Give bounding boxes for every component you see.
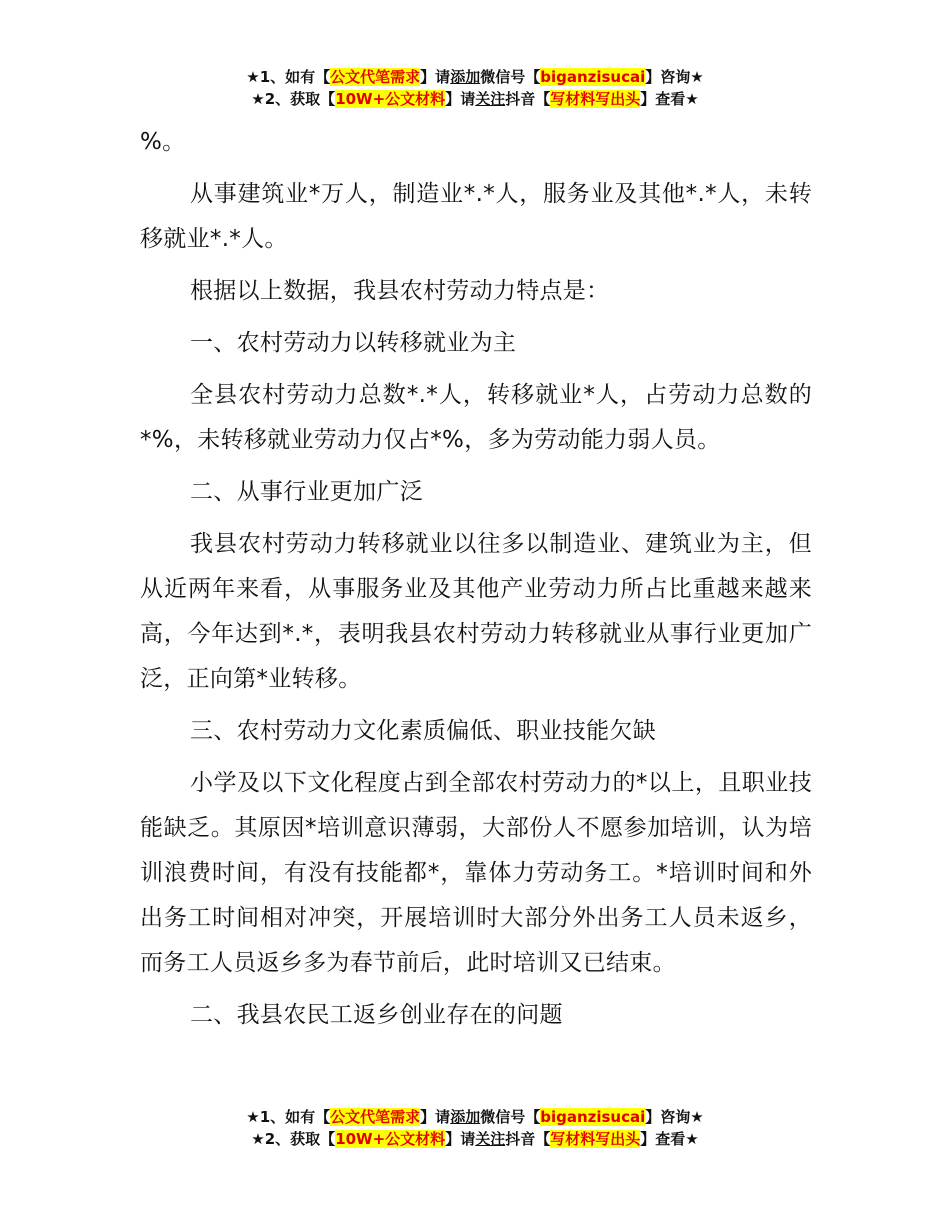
highlight-materials: 10W+公文材料 [335,1130,446,1148]
highlight-douyin-account: 写材料写出头 [550,90,641,108]
banner-text: 】咨询★ [645,68,704,86]
banner-text: 】请 [445,1130,476,1148]
banner-text: 】咨询★ [645,1108,704,1126]
underlined-text: 添加 [450,1108,481,1126]
highlight-douyin-account: 写材料写出头 [550,1130,641,1148]
document-body [140,120,812,1045]
paragraph: 全县农村劳动力总数*.*人，转移就业*人，占劳动力总数的*%，未转移就业劳动力仅占*%，多为劳动能力弱人员。 [140,382,812,453]
banner-text: 】请 [420,68,451,86]
banner-text: 抖音【 [505,90,551,108]
section-heading: 二、从事行业更加广泛 [190,479,423,505]
paragraph: 我县农村劳动力转移就业以往多以制造业、建筑业为主，但从近两年来看，从事服务业及其他产业劳动力所占比重越来越来高，今年达到*.*，表明我县农村劳动力转移就业从事行业更加广泛，正向第*业转移。 [140,531,812,692]
paragraph: 小学及以下文化程度占到全部农村劳动力的*以上，且职业技能缺乏。其原因*培训意识薄弱，大部份人不愿参加培训，认为培训浪费时间，有没有技能都*，靠体力劳动务工。*培训时间和外出务工时间相对冲突，开展培训时大部分外出务工人员未返乡，而务工人员返乡多为春节前后，此时培训又已结束。 [140,770,812,976]
section-heading: 一、农村劳动力以转移就业为主 [190,330,517,356]
highlight-wechat-id: biganzisucai [540,1108,646,1126]
banner-text: 】查看★ [640,1130,699,1148]
paragraph: 根据以上数据，我县农村劳动力特点是： [190,278,610,304]
banner-text: 微信号【 [480,1108,541,1126]
banner-text: 】查看★ [640,90,699,108]
banner-text: 】请 [420,1108,451,1126]
underlined-text: 关注 [475,90,506,108]
footer-banner [0,1106,950,1150]
banner-text: ★2、获取【 [251,90,336,108]
highlight-service: 公文代笔需求 [330,68,421,86]
paragraph: 从事建筑业*万人，制造业*.*人，服务业及其他*.*人，未转移就业*.*人。 [140,181,812,252]
banner-line-1 [0,1106,950,1128]
banner-line-2 [0,1128,950,1150]
banner-text: ★1、如有【 [246,1108,331,1126]
underlined-text: 添加 [450,68,481,86]
section-heading: 二、我县农民工返乡创业存在的问题 [190,1002,563,1028]
banner-text: 】请 [445,90,476,108]
banner-text: ★2、获取【 [251,1130,336,1148]
banner-line-1 [0,66,950,88]
header-banner [0,66,950,110]
banner-line-2 [0,88,950,110]
underlined-text: 关注 [475,1130,506,1148]
paragraph: %。 [140,129,186,155]
highlight-wechat-id: biganzisucai [540,68,646,86]
banner-text: ★1、如有【 [246,68,331,86]
highlight-service: 公文代笔需求 [330,1108,421,1126]
banner-text: 抖音【 [505,1130,551,1148]
highlight-materials: 10W+公文材料 [335,90,446,108]
banner-text: 微信号【 [480,68,541,86]
section-heading: 三、农村劳动力文化素质偏低、职业技能欠缺 [190,718,656,744]
